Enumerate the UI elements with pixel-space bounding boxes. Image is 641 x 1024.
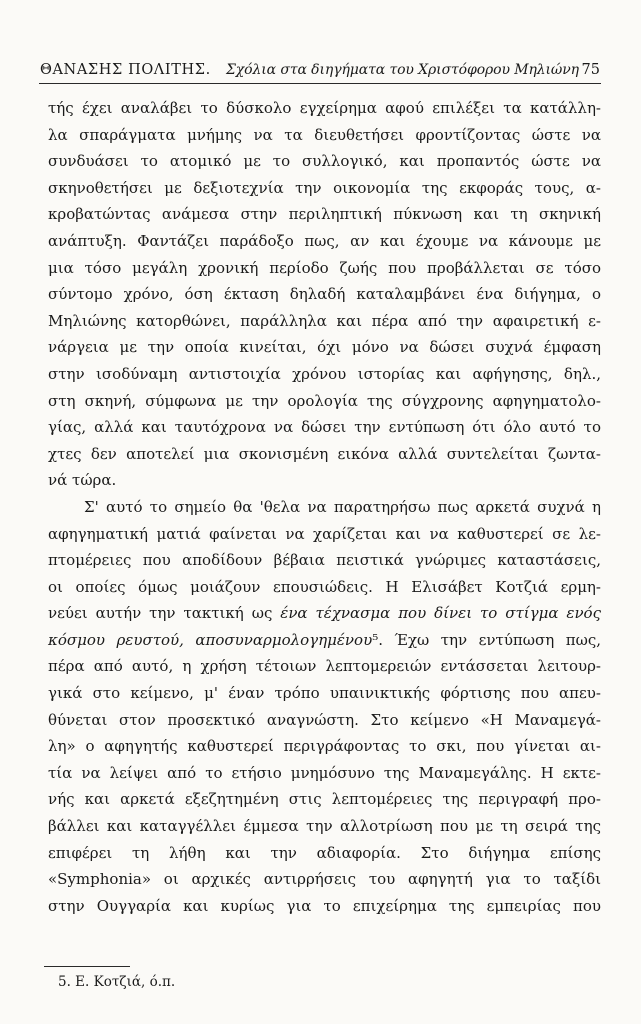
text-line: πέρα από αυτό, η χρήση τέτοιων λεπτομερειών εντάσσεται λειτουρ- [48, 657, 601, 676]
text-line: θύνεται στον προσεκτικό αναγνώστη. Στο κείμενο «Η Μαναμεγά- [48, 710, 601, 729]
text-line: στην ισοδύναμη αντιστοιχία χρόνου ιστορίας και αφήγησης, δηλ., [48, 364, 601, 383]
header-rule [39, 83, 601, 84]
text-fragment: νεύει αυτήν την τακτική ως [48, 604, 281, 623]
text-line: τία να λείψει από το ετήσιο μνημόσυνο της Μαναμεγάλης. Η εκτε- [48, 763, 601, 782]
text-line: νάργεια με την οποία κινείται, όχι μόνο να δώσει συχνά έμφαση [48, 338, 601, 357]
text-line: νά τώρα. [48, 471, 117, 490]
text-line-with-quote [48, 600, 601, 627]
text-line: «Symphonia» οι αρχικές αντιρρήσεις του αφηγητή για το ταξίδι [48, 870, 601, 889]
text-line: Μηλιώνης κατορθώνει, παράλληλα και πέρα από την αφαιρετική ε- [48, 311, 601, 330]
text-line: νής και αρκετά εξεζητημένη στις λεπτομέρειες της περιγραφή προ- [48, 790, 601, 809]
text-fragment: ⁵. Έχω την εντύπωση πως, [372, 630, 601, 649]
header-author: ΘΑΝΑΣΗΣ ΠΟΛΙΤΗΣ. [40, 62, 211, 78]
text-line: σκηνοθετήσει με δεξιοτεχνία την οικονομία της εκφοράς τους, α- [48, 178, 601, 197]
text-line: συνδυάσει το ατομικό με το συλλογικό, και προπαντός ώστε να [48, 152, 601, 171]
header-title: Σχόλια στα διηγήματα του Χριστόφορου Μηλιώνη [226, 62, 579, 78]
text-line-with-quote [48, 627, 601, 654]
text-line: επιφέρει τη λήθη και την αδιαφορία. Στο διήγημα επίσης [48, 843, 601, 862]
running-header [40, 59, 600, 81]
text-line: λα σπαράγματα μνήμης να τα διευθετήσει φροντίζοντας ώστε να [48, 125, 601, 144]
text-line: λη» ο αφηγητής καθυστερεί περιγράφοντας το σκι, που γίνεται αι- [48, 737, 601, 756]
text-line: χτες δεν αποτελεί μια σκονισμένη εικόνα αλλά συντελείται ζωντα- [48, 444, 601, 463]
text-line: πτομέρειες που αποδίδουν βέβαια πειστικά γνώριμες καταστάσεις, [48, 551, 601, 570]
page-number: 75 [581, 62, 600, 78]
text-line: ανάπτυξη. Φαντάζει παράδοξο πως, αν και έχουμε να κάνουμε με [48, 231, 601, 250]
footnote-rule [44, 966, 130, 967]
paragraph-2 [48, 494, 601, 920]
text-line: βάλλει και καταγγέλλει έμμεσα την αλλοτρίωση που με τη σειρά της [48, 817, 601, 836]
text-line: σύντομο χρόνο, όση έκταση δηλαδή καταλαμβάνει ένα διήγημα, ο [48, 285, 601, 304]
text-line: αφηγηματική ματιά φαίνεται να χαρίζεται και να καθυστερεί σε λε- [48, 524, 601, 543]
paragraph-1 [48, 95, 601, 494]
text-line: Σ' αυτό το σημείο θα 'θελα να παρατηρήσω πως αρκετά συχνά η [84, 497, 601, 516]
text-line: τής έχει αναλάβει το δύσκολο εγχείρημα αφού επιλέξει τα κατάλλη- [48, 99, 601, 117]
text-line: γικά στο κείμενο, μ' έναν τρόπο υπαινικτικής φόρτισης που απευ- [48, 684, 601, 703]
footnote: 5. Ε. Κοτζιά, ό.π. [58, 974, 176, 990]
text-line: στην Ουγγαρία και κυρίως για το επιχείρημα της εμπειρίας που [48, 896, 601, 915]
body-text [48, 95, 601, 919]
text-line: στη σκηνή, σύμφωνα με την ορολογία της σύγχρονης αφηγηματολο- [48, 391, 601, 410]
text-line: οι οποίες όμως μοιάζουν επουσιώδεις. Η Ελισάβετ Κοτζιά ερμη- [48, 577, 601, 596]
text-line: μια τόσο μεγάλη χρονική περίοδο ζωής που προβάλλεται σε τόσο [48, 258, 601, 277]
italic-quote: ένα τέχνασμα που δίνει το στίγμα ενός [280, 604, 601, 623]
text-line: γίας, αλλά και ταυτόχρονα να δώσει την εντύπωση ότι όλο αυτό το [48, 418, 601, 437]
italic-quote: κόσμου ρευστού, αποσυναρμολογημένου [48, 630, 373, 649]
text-line: κροβατώντας ανάμεσα στην περιληπτική πύκνωση και τη σκηνική [48, 205, 601, 224]
